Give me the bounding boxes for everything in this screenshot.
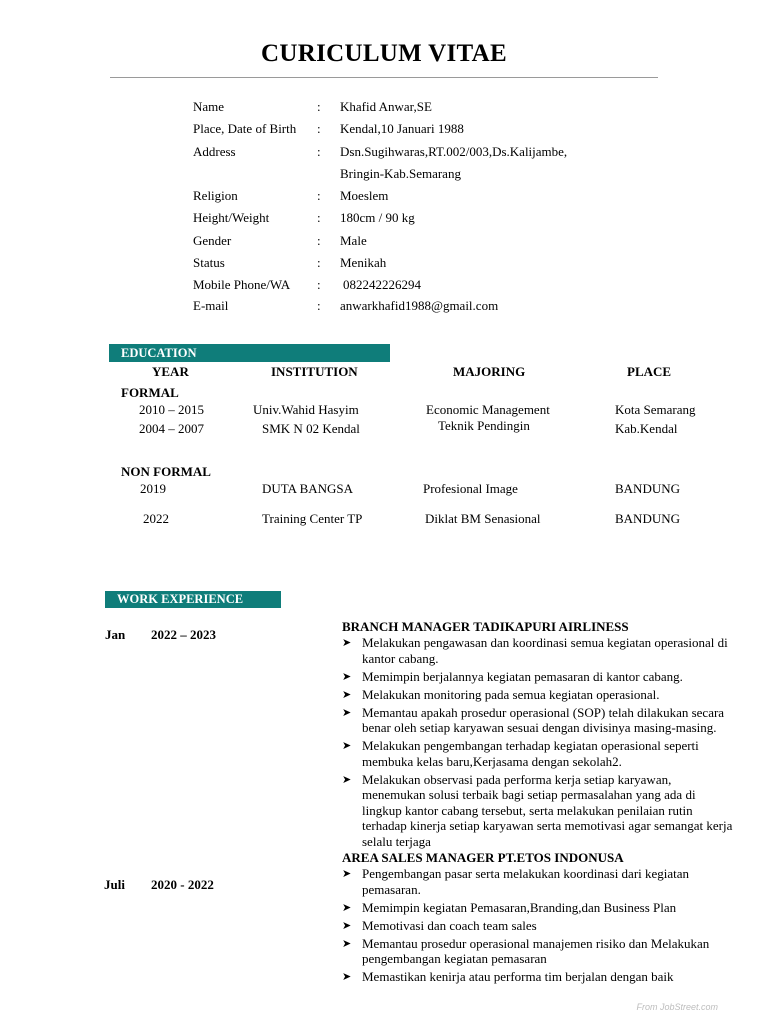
personal-value-status: Menikah (340, 255, 387, 270)
personal-sep: : (317, 255, 321, 270)
duty-text: Memantau apakah prosedur operasional (SOP) telah dilakukan secara benar oleh setiap karyawan sesuai dengan divisinya masing-masing. (362, 704, 725, 735)
education-heading: EDUCATION (109, 344, 390, 362)
personal-sep: : (317, 298, 321, 313)
bullet-arrow-icon: ➤ (342, 705, 352, 719)
education-cell-majoring: Profesional Image (423, 481, 518, 496)
title-divider (110, 77, 658, 78)
work-period-years: 2022 – 2023 (151, 627, 216, 642)
duty-item (341, 635, 733, 666)
personal-value-phone: 082242226294 (343, 277, 421, 292)
duty-item (341, 866, 733, 897)
personal-value-height-weight: 180cm / 90 kg (340, 210, 415, 225)
education-cell-institution: Training Center TP (262, 511, 363, 526)
bullet-arrow-icon: ➤ (342, 918, 352, 932)
bullet-arrow-icon: ➤ (342, 636, 352, 649)
personal-value-email: anwarkhafid1988@gmail.com (340, 298, 499, 313)
bullet-arrow-icon: ➤ (342, 669, 352, 683)
duty-text: Memantau prosedur operasional manajemen risiko dan Melakukan pengembangan kegiatan pemasaran (362, 935, 710, 966)
work-period-years: 2020 - 2022 (151, 877, 214, 892)
personal-value-gender: Male (340, 233, 367, 248)
duty-text: Melakukan pengawasan dan koordinasi semua kegiatan operasional di kantor cabang. (362, 635, 728, 666)
personal-sep: : (317, 144, 321, 159)
page-title: CURICULUM VITAE (261, 40, 507, 67)
duty-text: Melakukan monitoring pada semua kegiatan operasional. (362, 686, 660, 702)
personal-label-name: Name (193, 99, 225, 114)
personal-label-height-weight: Height/Weight (193, 210, 270, 225)
personal-label-status: Status (193, 255, 225, 270)
work-period-month: Jan (105, 627, 126, 642)
duty-item (341, 705, 733, 736)
duty-text: Memimpin kegiatan Pemasaran,Branding,dan Business Plan (362, 899, 677, 915)
personal-sep: : (317, 277, 321, 292)
duty-list (341, 866, 733, 987)
duty-item (341, 918, 733, 934)
duty-item (341, 669, 733, 685)
education-cell-year: 2019 (140, 481, 166, 496)
work-experience-heading: WORK EXPERIENCE (105, 591, 281, 608)
education-col-institution: INSTITUTION (271, 364, 358, 379)
duty-item (341, 936, 733, 967)
job-title: AREA SALES MANAGER PT.ETOS INDONUSA (342, 850, 624, 865)
education-cell-year: 2004 – 2007 (139, 421, 204, 436)
duty-item (341, 900, 733, 916)
personal-value-name: Khafid Anwar,SE (340, 99, 432, 114)
education-cell-place: BANDUNG (615, 511, 680, 526)
personal-value-address: Dsn.Sugihwaras,RT.002/003,Ds.Kalijambe, (340, 144, 568, 159)
bullet-arrow-icon: ➤ (342, 867, 352, 880)
personal-sep: : (317, 188, 321, 203)
duty-text: Memastikan kenirja atau performa tim berjalan dengan baik (362, 969, 674, 984)
education-cell-year: 2022 (143, 511, 169, 526)
duty-text: Melakukan observasi pada performa kerja setiap karyawan, menemukan solusi terbaik bagi setiap permasalahan yang ada di lingkup kantor cabang tersebut, serta melakukan penilaian rutin terhadap kinerja setiap karyawan serta memotivasi agar semangat kerja selalu terjaga (362, 771, 733, 849)
bullet-arrow-icon: ➤ (342, 739, 352, 752)
duty-item (341, 969, 733, 985)
personal-label-address: Address (193, 144, 236, 159)
personal-label-phone: Mobile Phone/WA (193, 277, 291, 292)
education-cell-place: Kota Semarang (615, 402, 696, 417)
source-watermark: From JobStreet.com (636, 1002, 718, 1012)
personal-value-birth: Kendal,10 Januari 1988 (340, 121, 464, 136)
personal-label-gender: Gender (193, 233, 232, 248)
personal-label-email: E-mail (193, 298, 229, 313)
job-title: BRANCH MANAGER TADIKAPURI AIRLINESS (342, 619, 629, 634)
education-col-year: YEAR (152, 364, 189, 379)
personal-sep: : (317, 233, 321, 248)
education-cell-place: Kab.Kendal (615, 421, 678, 436)
education-formal-label: FORMAL (121, 385, 179, 400)
education-col-place: PLACE (627, 364, 672, 379)
duty-text: Pengembangan pasar serta melakukan koordinasi dari kegiatan pemasaran. (362, 866, 690, 897)
duty-text: Memotivasi dan coach team sales (362, 917, 537, 933)
bullet-arrow-icon: ➤ (342, 900, 352, 914)
personal-sep: : (317, 210, 321, 225)
education-cell-institution: DUTA BANGSA (262, 481, 354, 496)
education-cell-majoring: Economic Management (426, 402, 550, 417)
education-cell-majoring: Teknik Pendingin (438, 418, 530, 433)
education-col-majoring: MAJORING (453, 364, 526, 379)
duty-list (341, 635, 733, 852)
education-cell-year: 2010 – 2015 (139, 402, 204, 417)
duty-text: Melakukan pengembangan terhadap kegiatan operasional seperti membuka kelas baru,Kerjasama dengan sekolah2. (362, 738, 699, 769)
bullet-arrow-icon: ➤ (342, 970, 352, 983)
education-cell-majoring: Diklat BM Senasional (425, 511, 541, 526)
bullet-arrow-icon: ➤ (342, 936, 352, 950)
education-cell-place: BANDUNG (615, 481, 680, 496)
personal-label-religion: Religion (193, 188, 238, 203)
education-cell-institution: SMK N 02 Kendal (262, 421, 360, 436)
duty-item (341, 772, 733, 850)
personal-sep: : (317, 121, 321, 136)
duty-item (341, 738, 733, 769)
personal-sep: : (317, 99, 321, 114)
personal-value-religion: Moeslem (340, 188, 389, 203)
personal-label-birth: Place, Date of Birth (193, 121, 297, 136)
bullet-arrow-icon: ➤ (342, 687, 352, 701)
duty-text: Memimpin berjalannya kegiatan pemasaran di kantor cabang. (362, 668, 683, 684)
education-nonformal-label: NON FORMAL (121, 464, 211, 479)
bullet-arrow-icon: ➤ (342, 772, 352, 786)
duty-item (341, 687, 733, 703)
work-period-month: Juli (104, 877, 125, 892)
personal-value-address-line2: Bringin-Kab.Semarang (340, 166, 461, 181)
education-cell-institution: Univ.Wahid Hasyim (253, 402, 359, 417)
